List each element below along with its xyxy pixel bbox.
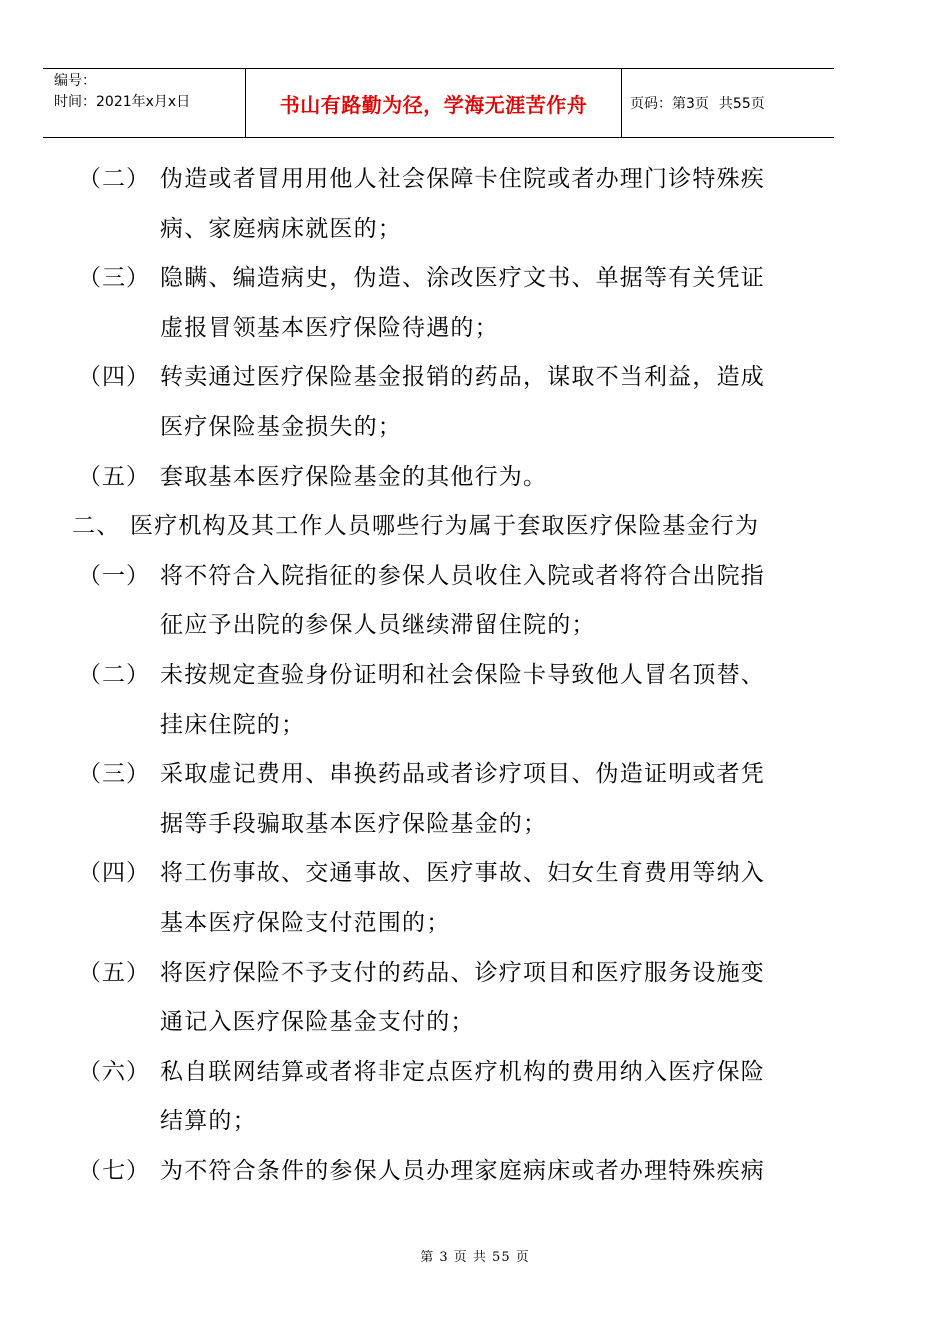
- list-item-text: 采取虚记费用、串换药品或者诊疗项目、伪造证明或者凭: [160, 761, 765, 788]
- list-item-marker: （二）: [78, 166, 150, 192]
- number-label: 编号：: [54, 73, 96, 89]
- list-item-text: 将医疗保险不予支付的药品、诊疗项目和医疗服务设施变: [160, 959, 765, 986]
- list-item-text: 征应予出院的参保人员继续滞留住院的；: [160, 612, 596, 639]
- list-item-marker: （三）: [78, 761, 150, 788]
- list-item-text: 据等手段骗取基本医疗保险基金的；: [160, 810, 548, 837]
- list-item-text: 未按规定查验身份证明和社会保险卡导致他人冒名顶替、: [160, 662, 765, 688]
- list-item-text: 隐瞒、编造病史，伪造、涂改医疗文书、单据等有关凭证: [160, 265, 765, 292]
- section-heading-marker: 二、: [72, 513, 121, 540]
- list-item-text: 为不符合条件的参保人员办理家庭病床或者办理特殊疾病: [160, 1158, 765, 1184]
- list-item-text: 虚报冒领基本医疗保险待遇的；: [160, 314, 499, 341]
- list-item-marker: （四）: [78, 364, 150, 391]
- page-footer: 第 3 页 共 55 页: [420, 1250, 530, 1265]
- list-item-text: 结算的；: [160, 1108, 257, 1135]
- total-label: 共55页: [718, 96, 765, 112]
- list-item-marker: （一）: [78, 562, 150, 589]
- list-item-text: 通记入医疗保险基金支付的；: [160, 1009, 475, 1036]
- list-item-text: 挂床住院的；: [160, 711, 306, 738]
- list-item-text: 医疗保险基金损失的；: [160, 414, 402, 440]
- list-item-text: 病、家庭病床就医的；: [160, 215, 402, 242]
- header-page-info: [622, 69, 834, 137]
- list-item-marker: （五）: [78, 959, 150, 986]
- list-item-marker: （七）: [78, 1158, 150, 1184]
- header-meta: [43, 69, 246, 137]
- list-item-marker: （三）: [78, 265, 150, 292]
- section-heading: 医疗机构及其工作人员哪些行为属于套取医疗保险基金行为: [130, 513, 760, 540]
- list-item-marker: （二）: [78, 662, 150, 688]
- list-item-text: 伪造或者冒用用他人社会保障卡住院或者办理门诊特殊疾: [160, 166, 765, 192]
- page-header: [43, 68, 834, 138]
- time-label: 时间：2021年x月x日: [54, 94, 191, 110]
- list-item-text: 将工伤事故、交通事故、医疗事故、妇女生育费用等纳入: [160, 860, 765, 887]
- header-motto: 书山有路勤为径，学海无涯苦作舟: [246, 69, 622, 137]
- list-item-marker: （四）: [78, 860, 150, 887]
- list-item-text: 转卖通过医疗保险基金报销的药品，谋取不当利益，造成: [160, 364, 765, 391]
- list-item-text: 将不符合入院指征的参保人员收住入院或者将符合出院指: [160, 562, 765, 589]
- list-item-text: 基本医疗保险支付范围的；: [160, 910, 451, 936]
- list-item-marker: （五）: [78, 463, 150, 490]
- list-item-marker: （六）: [78, 1058, 150, 1085]
- list-item-text: 套取基本医疗保险基金的其他行为。: [160, 463, 548, 490]
- list-item-text: 私自联网结算或者将非定点医疗机构的费用纳入医疗保险: [160, 1058, 765, 1085]
- page-label: 页码：第3页: [630, 96, 709, 112]
